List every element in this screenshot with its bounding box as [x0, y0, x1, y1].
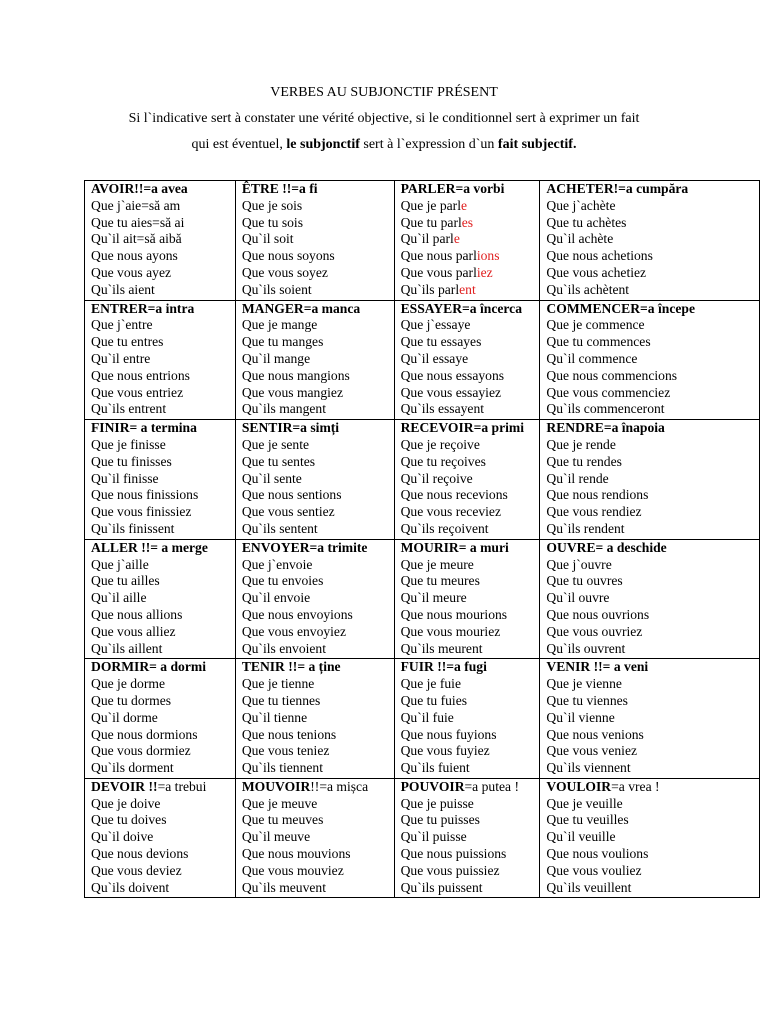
- conjugation-line: Que je mange: [241, 317, 318, 333]
- conjugation-line: Qu`il veuille: [546, 829, 616, 845]
- conjugation-line: Qu`il ouvre: [546, 590, 610, 606]
- verb-heading: [242, 420, 390, 437]
- verb-cell: [85, 420, 236, 540]
- conjugation-line: Qu`ils achètent: [546, 281, 630, 297]
- conjugation-line: Que vous mangiez: [241, 384, 343, 400]
- verb-translation: !!=a mișca: [310, 778, 369, 794]
- conjugation-line: Qu`ils reçoivent: [400, 520, 489, 536]
- conjugation-line: Qu`il achète: [546, 231, 614, 247]
- verb-heading: [546, 540, 755, 557]
- conjugation-line: Que je meure: [400, 556, 474, 572]
- conjugation-line: Qu`ils commenceront: [546, 401, 665, 417]
- verb-heading: [91, 420, 231, 437]
- verb-heading: [242, 540, 390, 557]
- verb-cell: [394, 181, 540, 301]
- conjugation-line: Qu`ils fuient: [400, 760, 470, 776]
- conjugation-line: Que vous ouvriez: [546, 623, 643, 639]
- conjugation-stem: Qu`ils parl: [400, 281, 460, 297]
- verb-cell: [540, 300, 760, 420]
- conjugation-line: Que tu ouvres: [546, 573, 623, 589]
- verb-cell: [394, 778, 540, 898]
- conjugation-stem: Qu`il parl: [400, 231, 454, 247]
- verb-heading-text: POUVOIR: [400, 778, 465, 794]
- conjugation-line: Que nous rendions: [546, 487, 649, 503]
- conjugation-line: Qu`ils meurent: [400, 640, 483, 656]
- conjugation-line: Que vous puissiez: [400, 862, 500, 878]
- conjugation-line: Que vous finissiez: [91, 504, 192, 520]
- conjugation-line: Que tu viennes: [546, 692, 628, 708]
- table-row: [85, 659, 760, 779]
- conjugation-line: Qu`ils finissent: [91, 520, 175, 536]
- conjugation-line: Qu`ils meuvent: [241, 879, 327, 895]
- conjugation-line: Que vous vouliez: [546, 862, 642, 878]
- conjugation-line: Que tu envoies: [241, 573, 324, 589]
- table-row: [85, 181, 760, 301]
- conjugation-line: Que nous essayons: [400, 367, 505, 383]
- conjugation-ending: ions: [476, 248, 500, 264]
- conjugation-line: Qu`ils essayent: [400, 401, 485, 417]
- conjugation-line: Que je tienne: [241, 676, 315, 692]
- conjugation-line: Que tu manges: [241, 334, 324, 350]
- verb-heading: [242, 181, 390, 198]
- conjugation-line: Que nous envoyions: [241, 606, 353, 622]
- conjugation-line: Qu`ils viennent: [546, 760, 631, 776]
- conjugation-line: Que nous ouvrions: [546, 606, 650, 622]
- verb-cell: [85, 181, 236, 301]
- verb-cell: [394, 659, 540, 779]
- conjugation-line: Que tu sentes: [241, 453, 316, 469]
- verb-heading-text: RENDRE=a înapoia: [546, 420, 665, 436]
- conjugation-line: Qu`ils dorment: [91, 760, 174, 776]
- conjugation-line: Qu`il mange: [241, 350, 311, 366]
- conjugation-line: Qu`il ait=să aibă: [91, 231, 182, 247]
- conjugation-line: Que je reçoive: [400, 436, 480, 452]
- conjugation-line: Qu`ils puissent: [400, 879, 483, 895]
- conjugation-line: Que nous dormions: [91, 726, 198, 742]
- verb-heading: [401, 301, 536, 318]
- conjugation-line: [401, 282, 536, 299]
- conjugation-line: Que vous teniez: [241, 743, 330, 759]
- verb-heading: [242, 301, 390, 318]
- conjugation-line: Que vous ayez: [91, 264, 172, 280]
- conjugation-line: Qu`ils tiennent: [241, 760, 323, 776]
- verb-heading: [401, 420, 536, 437]
- conjugation-stem: Que nous parl: [400, 248, 477, 264]
- conjugation-line: Que tu veuilles: [546, 812, 629, 828]
- conjugation-line: Que nous sentions: [241, 487, 342, 503]
- conjugation-line: Que tu achètes: [546, 214, 627, 230]
- verb-heading: [546, 779, 755, 796]
- verb-heading-text: PARLER=a vorbi: [400, 181, 505, 196]
- conjugation-line: Que vous veniez: [546, 743, 638, 759]
- conjugation-line: Que je finisse: [91, 436, 166, 452]
- conjugation-line: Que nous fuyions: [400, 726, 497, 742]
- conjugation-line: Que vous entriez: [91, 384, 184, 400]
- conjugation-line: Que tu entres: [91, 334, 164, 350]
- verb-heading: [242, 659, 390, 676]
- conjugation-ending: ent: [459, 281, 476, 297]
- verb-heading-text: VENIR !!= a veni: [546, 659, 649, 675]
- conjugation-line: Que vous envoyiez: [241, 623, 347, 639]
- verb-heading: [242, 779, 390, 796]
- conjugation-line: Que nous commencions: [546, 367, 678, 383]
- conjugation-line: Que tu tiennes: [241, 692, 321, 708]
- verb-heading-text: FINIR= a termina: [91, 420, 197, 436]
- conjugation-line: Qu`il envoie: [241, 590, 311, 606]
- conjugation-line: Que tu finisses: [91, 453, 172, 469]
- conjugation-line: Qu`il vienne: [546, 709, 615, 725]
- conjugation-line: Que je vienne: [546, 676, 622, 692]
- conjugation-line: Que je meuve: [241, 795, 318, 811]
- conjugation-line: Que vous essayiez: [400, 384, 502, 400]
- conjugation-line: Qu`ils veuillent: [546, 879, 632, 895]
- conjugation-line: Que vous mouviez: [241, 862, 344, 878]
- conjugation-line: Que nous recevions: [400, 487, 508, 503]
- conjugation-line: Que tu doives: [91, 812, 167, 828]
- conjugation-line: Que tu fuies: [400, 692, 468, 708]
- conjugation-line: Qu`ils aillent: [91, 640, 163, 656]
- verb-heading-text: ALLER !!= a merge: [91, 539, 208, 555]
- conjugation-line: Que nous puissions: [400, 846, 507, 862]
- conjugation-line: Que tu aies=să ai: [91, 214, 185, 230]
- verb-translation: =a trebui: [157, 778, 207, 794]
- conjugation-line: Qu`il commence: [546, 350, 638, 366]
- conjugation-line: Que j`entre: [91, 317, 153, 333]
- verb-table-body: [85, 181, 760, 898]
- conjugation-line: Que nous mouvions: [241, 846, 351, 862]
- verb-cell: [85, 539, 236, 659]
- page-title: VERBES AU SUBJONCTIF PRÉSENT: [270, 85, 498, 100]
- conjugation-line: Que nous allions: [91, 606, 183, 622]
- conjugation-line: Qu`il meuve: [241, 829, 311, 845]
- verb-cell: [540, 420, 760, 540]
- conjugation-line: Que je doive: [91, 795, 161, 811]
- verb-heading: [546, 181, 755, 198]
- verb-heading: [401, 659, 536, 676]
- conjugation-line: Que j`aie=să am: [91, 197, 181, 213]
- verb-cell: [235, 539, 394, 659]
- conjugation-ending: e: [453, 231, 460, 247]
- conjugation-line: Que j`ouvre: [546, 556, 612, 572]
- conjugation-stem: Que vous parl: [400, 264, 477, 280]
- table-row: [85, 778, 760, 898]
- conjugation-stem: Que je parl: [400, 197, 461, 213]
- conjugation-line: Qu`il finisse: [91, 470, 159, 486]
- conjugation-line: Que je veuille: [546, 795, 623, 811]
- conjugation-stem: Que tu parl: [400, 214, 462, 230]
- conjugation-line: Qu`il reçoive: [400, 470, 473, 486]
- conjugation-line: Que j`aille: [91, 556, 149, 572]
- intro-line-2: [0, 137, 768, 153]
- conjugation-line: Qu`il entre: [91, 350, 151, 366]
- conjugation-line: Que tu meuves: [241, 812, 324, 828]
- verb-cell: [85, 659, 236, 779]
- conjugation-line: Qu`ils mangent: [241, 401, 327, 417]
- conjugation-line: Que tu dormes: [91, 692, 172, 708]
- conjugation-line: Que vous alliez: [91, 623, 176, 639]
- intro-text-c: sert à l`expression d`un: [359, 137, 498, 152]
- conjugation-line: [401, 215, 536, 232]
- verb-heading-text: VOULOIR: [546, 778, 612, 794]
- verb-heading-text: MOURIR= a muri: [400, 539, 509, 555]
- conjugation-line: [401, 265, 536, 282]
- conjugation-line: Que vous mouriez: [400, 623, 501, 639]
- conjugation-line: Que nous devions: [91, 846, 189, 862]
- verb-heading-text: MANGER=a manca: [241, 300, 361, 316]
- verb-cell: [394, 300, 540, 420]
- conjugation-line: Que j`envoie: [241, 556, 313, 572]
- verb-heading: [546, 420, 755, 437]
- conjugation-line: Que vous sentiez: [241, 504, 335, 520]
- conjugation-line: Que nous achetions: [546, 248, 653, 264]
- conjugation-line: Que je commence: [546, 317, 645, 333]
- conjugation-line: Qu`il puisse: [400, 829, 467, 845]
- verb-heading: [401, 540, 536, 557]
- verb-heading-text: RECEVOIR=a primi: [400, 420, 524, 436]
- conjugation-line: Que tu commences: [546, 334, 651, 350]
- verb-heading: [91, 779, 231, 796]
- conjugation-line: Que nous mourions: [400, 606, 508, 622]
- table-row: [85, 420, 760, 540]
- conjugation-line: Que je dorme: [91, 676, 165, 692]
- verb-heading-text: ENVOYER=a trimite: [241, 539, 368, 555]
- verb-cell: [394, 420, 540, 540]
- verb-heading: [91, 301, 231, 318]
- verb-heading: [91, 659, 231, 676]
- conjugation-line: Que vous achetiez: [546, 264, 647, 280]
- conjugation-line: Qu`ils envoient: [241, 640, 327, 656]
- conjugation-line: [401, 231, 536, 248]
- conjugation-line: Que tu reçoives: [400, 453, 486, 469]
- conjugation-line: Qu`ils doivent: [91, 879, 170, 895]
- conjugation-line: Que vous soyez: [241, 264, 328, 280]
- verb-cell: [235, 181, 394, 301]
- conjugation-line: Que nous venions: [546, 726, 644, 742]
- conjugation-line: Qu`ils sentent: [241, 520, 318, 536]
- verb-heading-text: ENTRER=a intra: [91, 300, 195, 316]
- conjugation-line: Que vous deviez: [91, 862, 182, 878]
- conjugation-line: Qu`ils ouvrent: [546, 640, 626, 656]
- conjugation-line: Que vous receviez: [400, 504, 501, 520]
- conjugation-line: Que j`achète: [546, 197, 616, 213]
- verb-heading-text: FUIR !!=a fugi: [400, 659, 487, 675]
- verb-table: [84, 180, 760, 898]
- verb-cell: [540, 181, 760, 301]
- conjugation-line: Qu`il essaye: [400, 350, 469, 366]
- conjugation-line: Que tu meures: [400, 573, 480, 589]
- conjugation-line: Qu`il rende: [546, 470, 609, 486]
- verb-cell: [235, 659, 394, 779]
- conjugation-line: Que nous voulions: [546, 846, 649, 862]
- conjugation-line: [401, 248, 536, 265]
- verb-heading-text: ÊTRE !!=a fi: [241, 181, 318, 196]
- verb-heading: [401, 181, 536, 198]
- conjugation-ending: es: [461, 214, 474, 230]
- verb-cell: [540, 539, 760, 659]
- verb-translation: =a vrea !: [611, 778, 660, 794]
- conjugation-line: Que tu ailles: [91, 573, 160, 589]
- verb-translation: =a putea !: [464, 778, 519, 794]
- conjugation-line: Que nous soyons: [241, 248, 335, 264]
- verb-cell: [235, 778, 394, 898]
- verb-cell: [540, 778, 760, 898]
- conjugation-line: Que vous fuyiez: [400, 743, 490, 759]
- conjugation-line: Qu`ils soient: [241, 281, 312, 297]
- conjugation-line: Qu`il dorme: [91, 709, 158, 725]
- conjugation-line: Que tu sois: [241, 214, 303, 230]
- conjugation-line: Qu`ils rendent: [546, 520, 625, 536]
- conjugation-line: Que j`essaye: [400, 317, 471, 333]
- verb-heading-text: AVOIR!!=a avea: [91, 181, 188, 196]
- verb-cell: [85, 778, 236, 898]
- conjugation-line: Que vous rendiez: [546, 504, 642, 520]
- conjugation-line: Que nous finissions: [91, 487, 199, 503]
- verb-heading: [546, 301, 755, 318]
- conjugation-line: Que je sente: [241, 436, 309, 452]
- verb-heading: [91, 540, 231, 557]
- verb-heading-text: MOUVOIR: [241, 778, 311, 794]
- conjugation-line: Qu`il aille: [91, 590, 147, 606]
- conjugation-line: Qu`il doive: [91, 829, 154, 845]
- conjugation-line: Qu`il fuie: [400, 709, 454, 725]
- verb-heading-text: ESSAYER=a încerca: [400, 300, 523, 316]
- verb-heading: [401, 779, 536, 796]
- verb-cell: [85, 300, 236, 420]
- conjugation-line: Que nous mangions: [241, 367, 350, 383]
- conjugation-line: Qu`ils aient: [91, 281, 155, 297]
- intro-fait-subjectif: fait subjectif.: [497, 137, 577, 152]
- verb-heading: [91, 181, 231, 198]
- verb-heading-text: OUVRE= a deschide: [546, 539, 667, 555]
- verb-cell: [235, 300, 394, 420]
- verb-cell: [394, 539, 540, 659]
- conjugation-line: Qu`il tienne: [241, 709, 308, 725]
- table-row: [85, 539, 760, 659]
- conjugation-line: Que je puisse: [400, 795, 474, 811]
- verb-cell: [540, 659, 760, 779]
- conjugation-line: Qu`il sente: [241, 470, 302, 486]
- verb-heading-text: SENTIR=a simți: [241, 420, 340, 436]
- intro-text-a: qui est éventuel,: [191, 137, 287, 152]
- conjugation-line: Que vous dormiez: [91, 743, 191, 759]
- conjugation-line: Qu`il meure: [400, 590, 467, 606]
- conjugation-line: Qu`il soit: [241, 231, 294, 247]
- conjugation-line: Que je sois: [241, 197, 303, 213]
- verb-heading-text: DEVOIR !!: [91, 778, 158, 794]
- intro-line-1: Si l`indicative sert à constater une vérité objective, si le conditionnel sert à exprimer un fait: [128, 111, 640, 126]
- conjugation-line: Que tu rendes: [546, 453, 622, 469]
- conjugation-line: Que je rende: [546, 436, 616, 452]
- table-row: [85, 300, 760, 420]
- verb-heading-text: DORMIR= a dormi: [91, 659, 206, 675]
- conjugation-line: Que nous entrions: [91, 367, 190, 383]
- verb-cell: [235, 420, 394, 540]
- conjugation-line: Que je fuie: [400, 676, 461, 692]
- conjugation-line: Que tu essayes: [400, 334, 482, 350]
- conjugation-line: Que nous tenions: [241, 726, 337, 742]
- conjugation-line: Qu`ils entrent: [91, 401, 167, 417]
- verb-heading-text: ACHETER!=a cumpăra: [546, 181, 689, 196]
- conjugation-ending: iez: [476, 264, 493, 280]
- intro-subjonctif: le subjonctif: [286, 137, 360, 152]
- verb-heading-text: COMMENCER=a începe: [546, 300, 695, 316]
- conjugation-line: [401, 198, 536, 215]
- verb-heading-text: TENIR !!= a ține: [241, 659, 341, 675]
- conjugation-line: Que vous commenciez: [546, 384, 671, 400]
- conjugation-ending: e: [460, 197, 468, 213]
- conjugation-line: Que nous ayons: [91, 248, 178, 264]
- conjugation-line: Que tu puisses: [400, 812, 480, 828]
- verb-heading: [546, 659, 755, 676]
